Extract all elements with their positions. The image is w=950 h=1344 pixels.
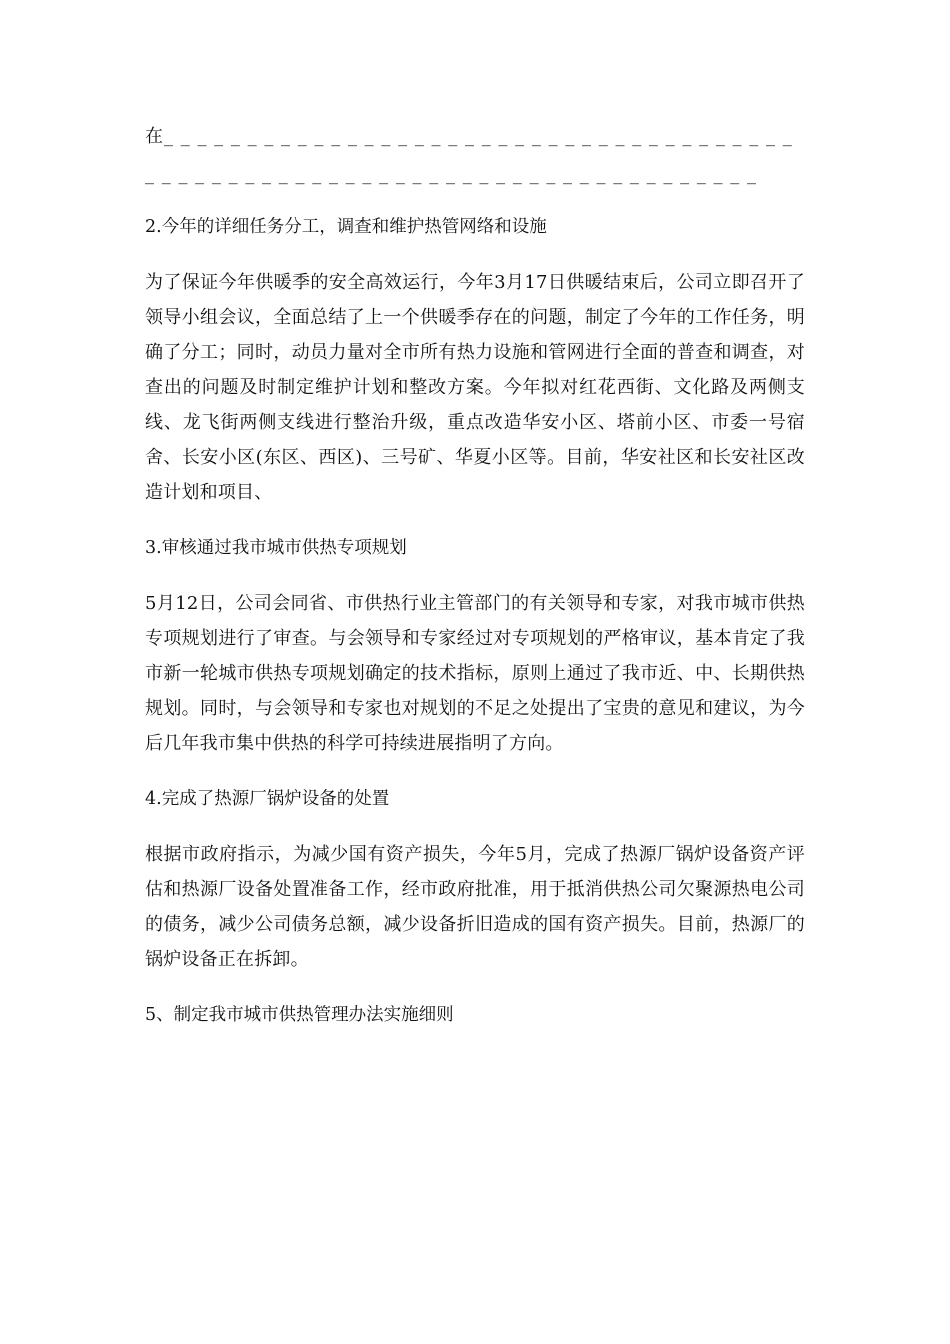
section-5-heading: 5、制定我市城市供热管理办法实施细则 [145, 1005, 454, 1025]
section-2-heading: 2.今年的详细任务分工，调查和维护热管网络和设施 [145, 217, 547, 237]
section-4-paragraph: 根据市政府指示，为减少国有资产损失，今年5月，完成了热源厂锅炉设备资产评估和热源厂设备处置准备工作，经市政府批准，用于抵消供热公司欠聚源热电公司的债务，减少公司债务总额，减少设备折旧造成的国有资产损失。目前，热源厂的锅炉设备正在拆卸。 [145, 844, 805, 970]
section-4-heading: 4.完成了热源厂锅炉设备的处置 [145, 789, 390, 809]
section-3-heading: 3.审核通过我市城市供热专项规划 [145, 538, 407, 558]
document-content [145, 118, 805, 1030]
blank-fill-line-1: 在_ _ _ _ _ _ _ _ _ _ _ _ _ _ _ _ _ _ _ _ _ _ _ _ _ _ _ _ _ _ _ _ _ _ _ _ _ _ [145, 126, 793, 147]
section-3-paragraph: 5月12日，公司会同省、市供热行业主管部门的有关领导和专家，对我市城市供热专项规划进行了审查。与会领导和专家经过对专项规划的严格审议，基本肯定了我市新一轮城市供热专项规划确定的技术指标，原则上通过了我市近、中、长期供热规划。同时，与会领导和专家也对规划的不足之处提出了宝贵的意见和建议，为今后几年我市集中供热的科学可持续进展指明了方向。 [145, 593, 805, 754]
section-2-paragraph: 为了保证今年供暖季的安全高效运行，今年3月17日供暖结束后，公司立即召开了领导小组会议，全面总结了上一个供暖季存在的问题，制定了今年的工作任务，明确了分工；同时，动员力量对全市所有热力设施和管网进行全面的普查和调查，对查出的问题及时制定维护计划和整改方案。今年拟对红花西街、文化路及两侧支线、龙飞街两侧支线进行整治升级，重点改造华安小区、塔前小区、市委一号宿舍、长安小区(东区、西区)、三号矿、华夏小区等。目前，华安社区和长安社区改造计划和项目、 [145, 272, 805, 503]
blank-fill-line-2: _ _ _ _ _ _ _ _ _ _ _ _ _ _ _ _ _ _ _ _ _ _ _ _ _ _ _ _ _ _ _ _ _ _ _ _ _ [145, 164, 757, 185]
blank-fill-lines [145, 118, 805, 194]
